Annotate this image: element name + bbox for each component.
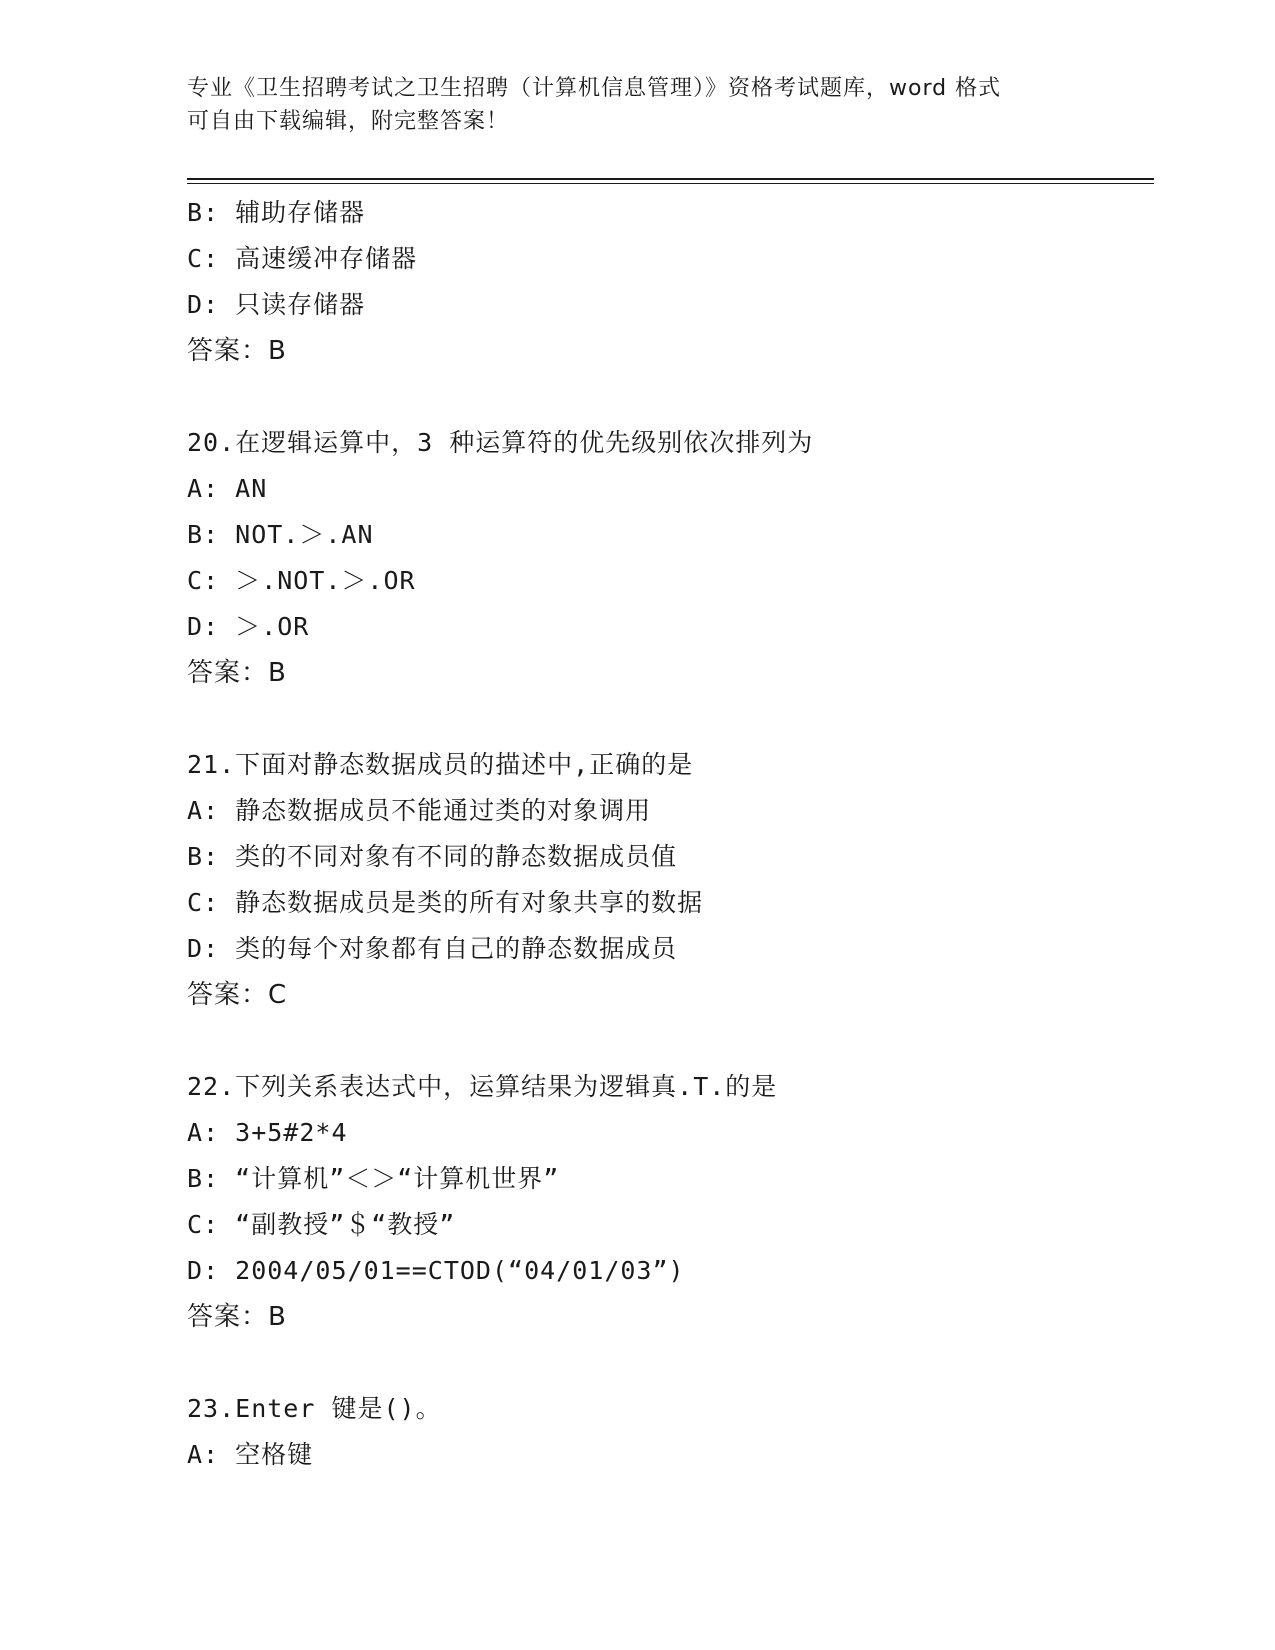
option-c: C: 静态数据成员是类的所有对象共享的数据: [187, 888, 704, 917]
option-c: C: 高速缓冲存储器: [187, 244, 418, 273]
spacer: [187, 1340, 1157, 1386]
option-c: C: “副教授”＄“教授”: [187, 1210, 456, 1239]
header-line-1: 专业《卫生招聘考试之卫生招聘（计算机信息管理）》资格考试题库，word 格式: [187, 76, 1002, 101]
document-header: [187, 72, 1087, 138]
option-a: A: 空格键: [187, 1440, 314, 1469]
option-b: B: 类的不同对象有不同的静态数据成员值: [187, 842, 678, 871]
option-b: B: 辅助存储器: [187, 198, 366, 227]
spacer: [187, 374, 1157, 420]
option-a: A: AN: [187, 474, 268, 503]
question-21: [187, 742, 1157, 1018]
spacer: [187, 696, 1157, 742]
question-19-fragment: [187, 190, 1157, 374]
option-c: C: ＞.NOT.＞.OR: [187, 566, 416, 595]
question-23: [187, 1386, 1157, 1478]
answer-line: 答案：B: [187, 658, 287, 688]
question-22: [187, 1064, 1157, 1340]
question-20: [187, 420, 1157, 696]
option-d: D: 2004/05/01==CTOD(“04/01/03”): [187, 1256, 685, 1285]
option-a: A: 3+5#2*4: [187, 1118, 348, 1147]
answer-line: 答案：C: [187, 980, 288, 1010]
option-d: D: 类的每个对象都有自己的静态数据成员: [187, 934, 678, 963]
question-content: [187, 190, 1157, 1478]
question-stem: 23.Enter 键是()。: [187, 1394, 442, 1423]
option-b: B: “计算机”＜＞“计算机世界”: [187, 1164, 560, 1193]
spacer: [187, 1018, 1157, 1064]
question-stem: 22.下列关系表达式中，运算结果为逻辑真.T.的是: [187, 1072, 778, 1101]
option-d: D: ＞.OR: [187, 612, 310, 641]
question-stem: 21.下面对静态数据成员的描述中,正确的是: [187, 750, 694, 779]
header-divider-thick: [187, 178, 1154, 180]
answer-line: 答案：B: [187, 336, 287, 366]
option-d: D: 只读存储器: [187, 290, 366, 319]
answer-line: 答案：B: [187, 1302, 287, 1332]
question-stem: 20.在逻辑运算中，3 种运算符的优先级别依次排列为: [187, 428, 814, 457]
header-line-2: 可自由下载编辑，附完整答案！: [187, 109, 510, 134]
header-divider-thin: [187, 183, 1154, 184]
option-a: A: 静态数据成员不能通过类的对象调用: [187, 796, 652, 825]
option-b: B: NOT.＞.AN: [187, 520, 374, 549]
